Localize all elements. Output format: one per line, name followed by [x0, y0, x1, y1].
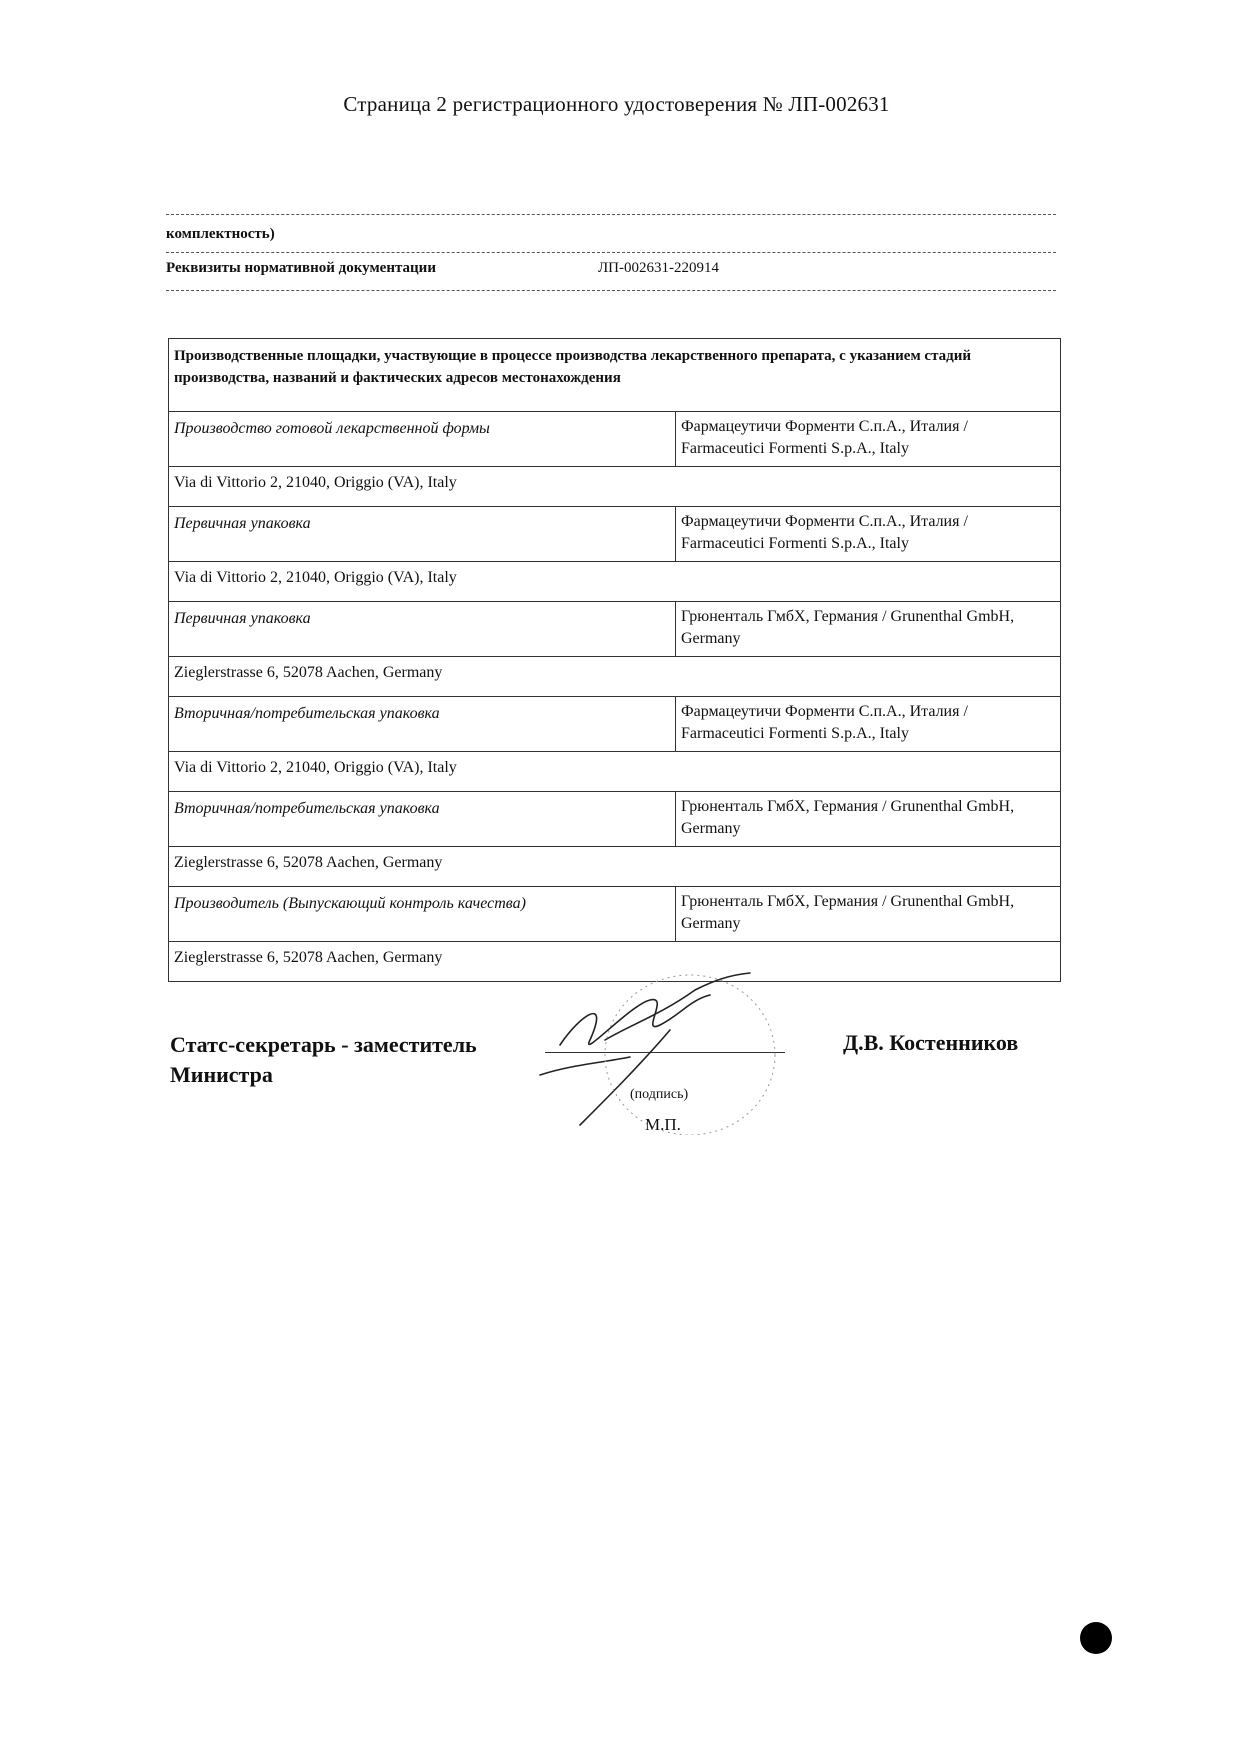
manufacturer-name: Фармацеутичи Форменти С.п.А., Италия / Farmaceutici Formenti S.p.A., Italy	[676, 697, 1061, 752]
signatory-position-line1: Статс-секретарь - заместитель	[170, 1032, 477, 1057]
table-row	[169, 467, 1061, 507]
stage-name: Вторичная/потребительская упаковка	[169, 697, 676, 752]
manufacturer-name: Фармацеутичи Форменти С.п.А., Италия / Farmaceutici Formenti S.p.A., Italy	[676, 412, 1061, 467]
divider	[166, 252, 1056, 253]
completeness-label: комплектность)	[166, 226, 275, 242]
manufacturer-name: Грюненталь ГмбХ, Германия / Grunenthal GmbH, Germany	[676, 887, 1061, 942]
site-address: Zieglerstrasse 6, 52078 Aachen, Germany	[169, 657, 1061, 697]
handwritten-signature	[520, 945, 780, 1135]
stage-name: Производство готовой лекарственной формы	[169, 412, 676, 467]
signatory-name: Д.В. Костенников	[843, 1030, 1019, 1055]
table-row	[169, 602, 1061, 657]
divider	[166, 214, 1056, 215]
table-row	[169, 412, 1061, 467]
table-row	[169, 562, 1061, 602]
normative-doc-value: ЛП-002631-220914	[598, 260, 719, 276]
stage-name: Производитель (Выпускающий контроль качества)	[169, 887, 676, 942]
site-address: Zieglerstrasse 6, 52078 Aachen, Germany	[169, 847, 1061, 887]
manufacturer-name: Грюненталь ГмбХ, Германия / Grunenthal GmbH, Germany	[676, 602, 1061, 657]
table-row	[169, 697, 1061, 752]
table-row	[169, 657, 1061, 697]
normative-doc-label: Реквизиты нормативной документации	[166, 260, 436, 276]
site-address: Zieglerstrasse 6, 52078 Aachen, Germany	[169, 942, 1061, 982]
stage-name: Вторичная/потребительская упаковка	[169, 792, 676, 847]
manufacturer-name: Грюненталь ГмбХ, Германия / Grunenthal GmbH, Germany	[676, 792, 1061, 847]
site-address: Via di Vittorio 2, 21040, Origgio (VA), Italy	[169, 467, 1061, 507]
page-title: Страница 2 регистрационного удостоверения № ЛП-002631	[343, 92, 890, 116]
signatory-position-line2: Министра	[170, 1062, 273, 1087]
table-row	[169, 847, 1061, 887]
table-row	[169, 752, 1061, 792]
signatory-position	[170, 1030, 477, 1090]
site-address: Via di Vittorio 2, 21040, Origgio (VA), Italy	[169, 752, 1061, 792]
manufacturer-name: Фармацеутичи Форменти С.п.А., Италия / Farmaceutici Formenti S.p.A., Italy	[676, 507, 1061, 562]
stage-name: Первичная упаковка	[169, 507, 676, 562]
normative-doc-row	[166, 260, 1056, 277]
signature-caption: (подпись)	[630, 1087, 689, 1102]
stamp-mark: М.П.	[645, 1115, 681, 1134]
table-header: Производственные площадки, участвующие в процессе производства лекарственного препарата, с указанием стадий производства, названий и фактических адресов местонахождения	[169, 339, 1061, 412]
site-address: Via di Vittorio 2, 21040, Origgio (VA), Italy	[169, 562, 1061, 602]
table-row	[169, 887, 1061, 942]
production-sites-table	[168, 338, 1061, 982]
stage-name: Первичная упаковка	[169, 602, 676, 657]
table-row	[169, 507, 1061, 562]
table-header-row	[169, 339, 1061, 412]
scanner-dot-mark	[1080, 1622, 1112, 1654]
divider	[166, 290, 1056, 291]
table-row	[169, 792, 1061, 847]
